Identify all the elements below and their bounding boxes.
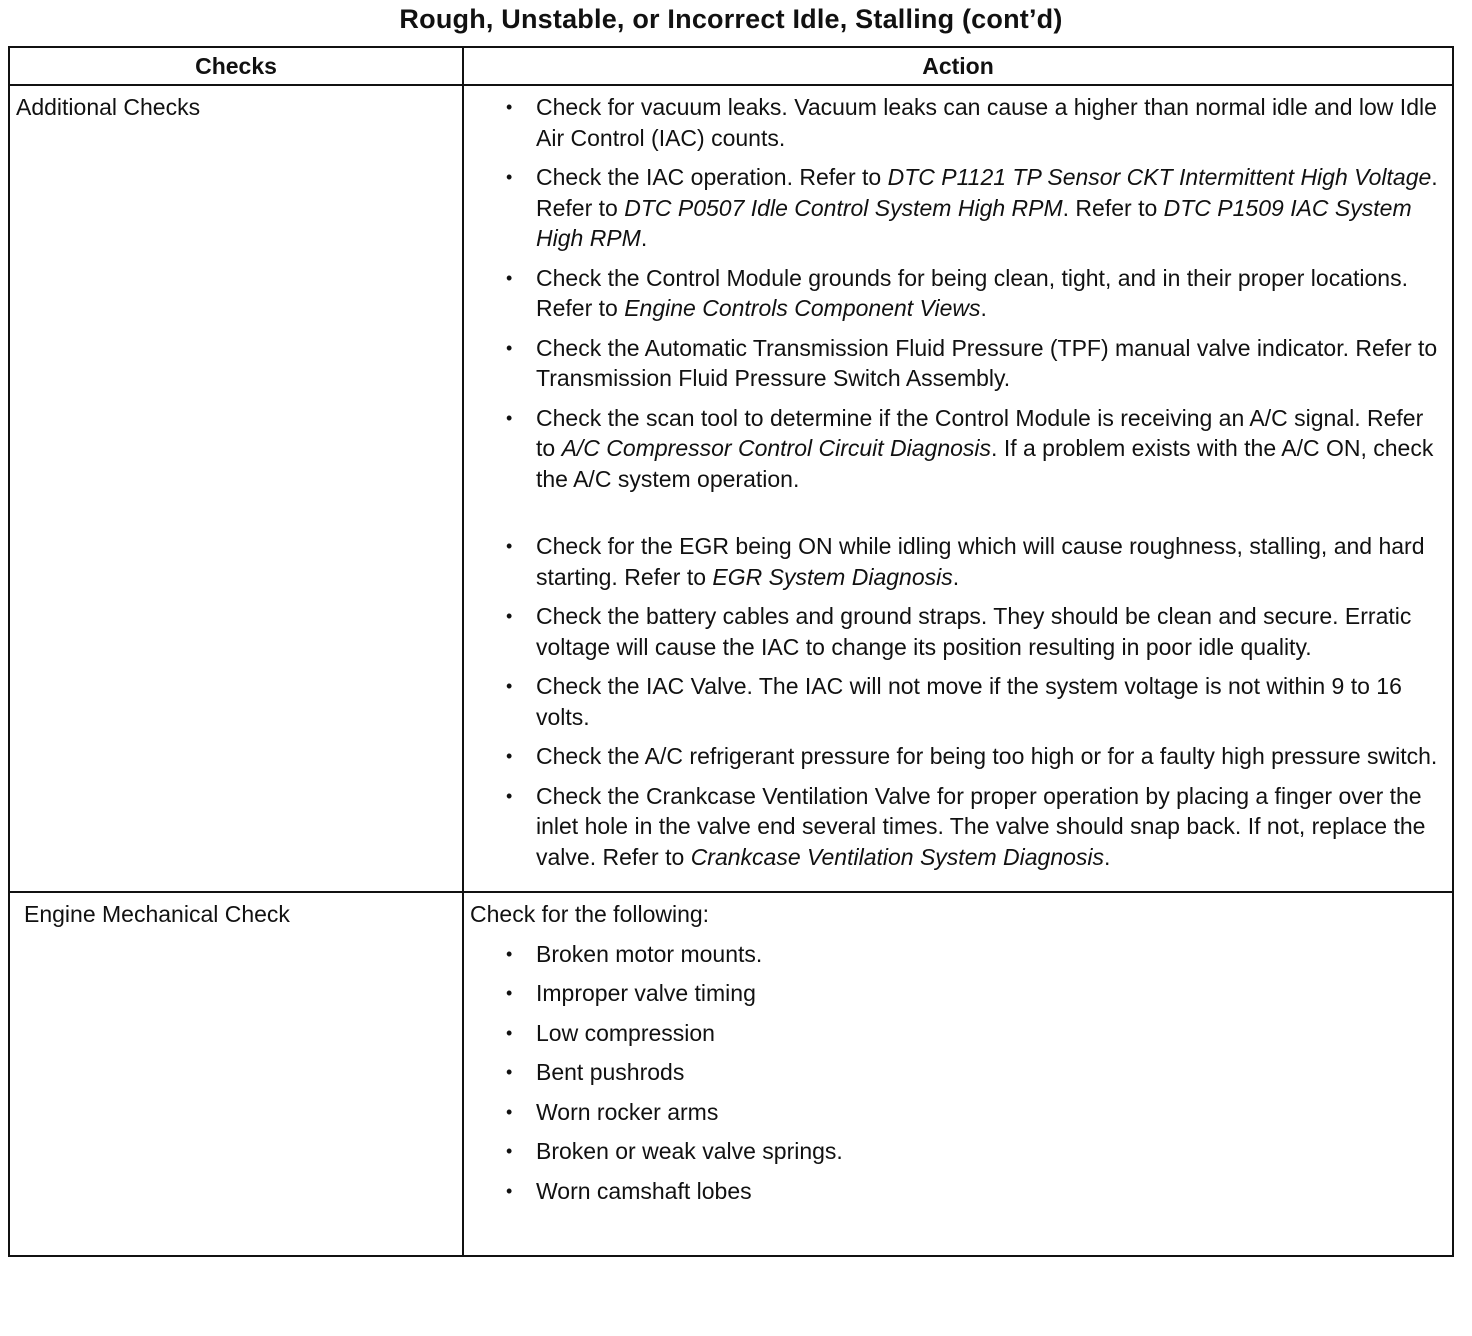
reference-text: Crankcase Ventilation System Diagnosis (690, 843, 1105, 870)
action-text: Check the IAC Valve. The IAC will not move if the system voltage is not within 9 to 16 volts. (536, 673, 1402, 730)
table-row (9, 892, 1453, 1256)
action-item (490, 781, 1446, 873)
bullet-icon: • (506, 983, 513, 1003)
action-text: Worn camshaft lobes (536, 1177, 752, 1204)
table-row (9, 85, 1453, 892)
action-item (490, 978, 1446, 1009)
action-list (490, 92, 1446, 872)
reference-text: DTC P1121 TP Sensor CKT Intermittent High Voltage (887, 164, 1432, 190)
action-item (490, 333, 1446, 394)
action-item (490, 403, 1446, 495)
action-item (490, 1018, 1446, 1049)
bullet-icon: • (506, 606, 513, 626)
action-text: Check the Control Module grounds for being clean, tight, and in their proper locations. Refer to (536, 264, 1408, 321)
action-item (490, 1136, 1446, 1167)
action-text: Low compression (536, 1019, 715, 1046)
bullet-icon: • (506, 337, 513, 358)
bullet-icon: • (506, 97, 513, 117)
action-text: Check the battery cables and ground straps. They should be clean and secure. Erratic voltage will cause the IAC to change its position resulting in poor idle quality. (536, 603, 1412, 660)
action-item (490, 939, 1446, 970)
action-item (490, 92, 1446, 153)
action-text: Worn rocker arms (536, 1098, 719, 1125)
action-text: . Refer to (1062, 194, 1164, 221)
action-text: Check the Automatic Transmission Fluid Pressure (TPF) manual valve indicator. Refer to Transmission Fluid Pressure Switch Assembly. (536, 334, 1438, 391)
action-cell (463, 85, 1453, 892)
column-header-checks: Checks (9, 47, 463, 85)
action-text: . (640, 225, 648, 251)
action-text: . (1104, 843, 1111, 870)
action-item (490, 263, 1446, 324)
action-text: . If a problem exists with the A/C ON, check the A/C system operation. (536, 435, 1434, 492)
bullet-icon: • (506, 785, 513, 806)
action-list (490, 939, 1446, 1207)
page-title: Rough, Unstable, or Incorrect Idle, Stalling (cont’d) (399, 4, 1063, 34)
reference-text: DTC P0507 Idle Control System High RPM (624, 194, 1063, 221)
bullet-icon: • (506, 267, 513, 288)
action-item (490, 1057, 1446, 1088)
bullet-icon: • (506, 1062, 513, 1082)
action-text: . (952, 563, 960, 590)
check-cell: Additional Checks (9, 85, 463, 892)
action-item (490, 162, 1446, 254)
bullet-icon: • (506, 1101, 513, 1122)
action-text: . Refer to (536, 164, 1438, 221)
action-item (490, 601, 1446, 662)
bullet-icon: • (506, 536, 513, 556)
action-intro: Check for the following: (470, 901, 710, 927)
action-text: Check the scan tool to determine if the Control Module is receiving an A/C signal. Refer to (536, 404, 1424, 461)
bullet-icon: • (506, 1022, 513, 1043)
bullet-icon: • (506, 407, 513, 428)
bullet-icon: • (506, 676, 513, 696)
action-text: Broken or weak valve springs. (536, 1138, 843, 1164)
bullet-icon: • (506, 1180, 513, 1201)
reference-text: DTC P1509 IAC System High RPM (536, 194, 1412, 251)
bullet-icon: • (506, 1141, 513, 1161)
bullet-icon: • (506, 746, 513, 766)
table-header-row (9, 47, 1453, 85)
bullet-icon: • (506, 167, 513, 187)
action-text: . (980, 295, 987, 321)
action-item (490, 741, 1446, 772)
action-item (490, 671, 1446, 732)
action-text: Check for vacuum leaks. Vacuum leaks can cause a higher than normal idle and low Idle Air Control (IAC) counts. (536, 94, 1437, 151)
action-text: Broken motor mounts. (536, 940, 763, 967)
bullet-icon: • (506, 943, 513, 964)
check-cell: Engine Mechanical Check (9, 892, 463, 1256)
action-item (490, 1097, 1446, 1128)
action-item (490, 531, 1446, 592)
action-text: Improper valve timing (536, 980, 756, 1006)
action-text: Check the IAC operation. Refer to (536, 164, 888, 190)
action-text: Check the A/C refrigerant pressure for being too high or for a faulty high pressure switch. (536, 743, 1438, 769)
action-text: Check for the EGR being ON while idling which will cause roughness, stalling, and hard starting. Refer to (536, 533, 1425, 590)
action-text: Bent pushrods (536, 1059, 685, 1085)
column-header-action: Action (463, 47, 1453, 85)
action-text: Check the Crankcase Ventilation Valve for proper operation by placing a finger over the inlet hole in the valve end several times. The valve should snap back. If not, replace the valve. Refer to (536, 782, 1426, 870)
reference-text: EGR System Diagnosis (712, 563, 953, 590)
diagnostic-table (8, 46, 1454, 1257)
reference-text: A/C Compressor Control Circuit Diagnosis (561, 435, 992, 461)
action-cell (463, 892, 1453, 1256)
reference-text: Engine Controls Component Views (624, 295, 981, 321)
action-item (490, 1176, 1446, 1207)
